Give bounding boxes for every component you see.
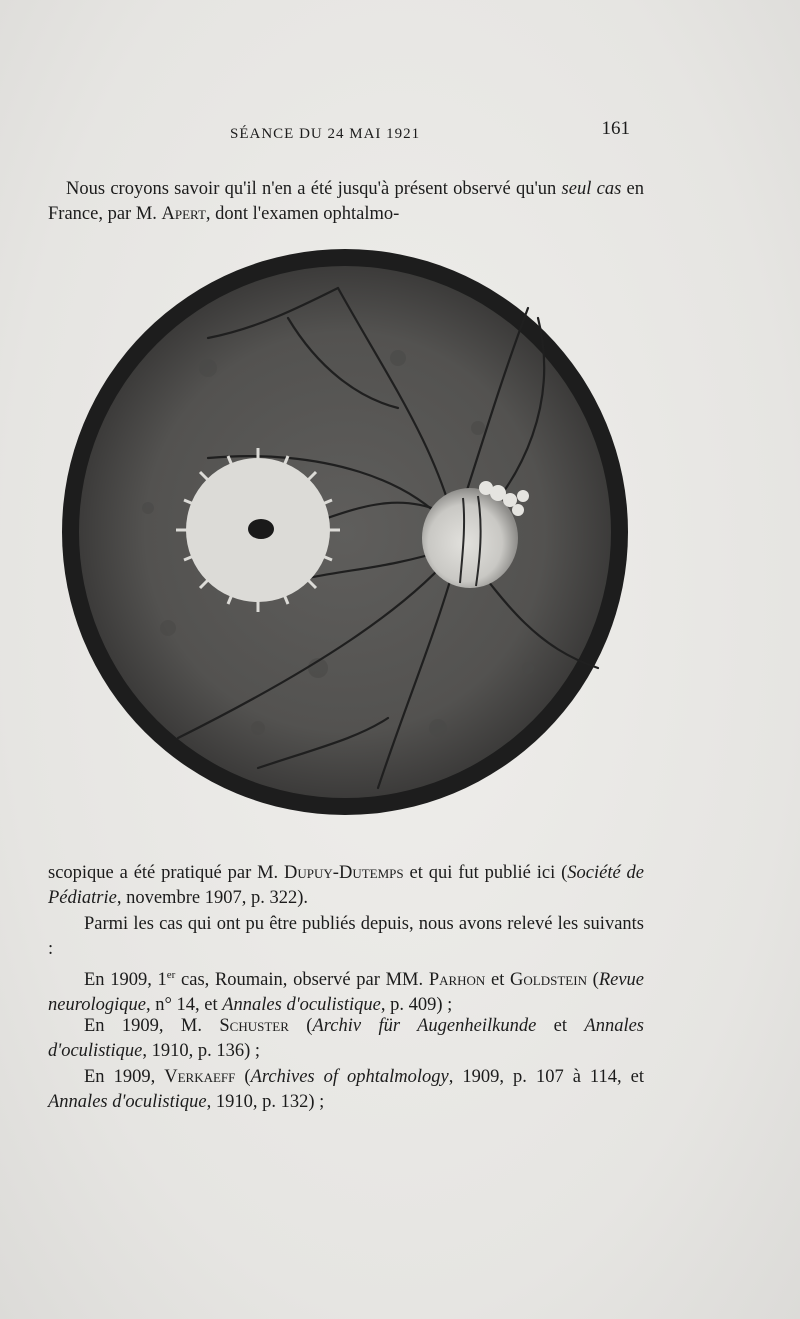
fundus-illustration [58, 248, 632, 820]
page-header [230, 118, 630, 146]
cases-intro-paragraph: Parmi les cas qui ont pu être publiés depuis, nous avons relevé les suivants : [48, 913, 644, 959]
macular-star-lesion [176, 448, 340, 612]
continuation-paragraph: scopique a été pratiqué par M. Dupuy-Dutemps et qui fut publié ici (Société de Pédiatrie, novembre 1907, p. 322). [48, 862, 645, 908]
fovea-spot [248, 519, 274, 539]
case-entry-2: En 1909, M. Schuster (Archiv für Augenheilkunde et Annales d'oculistique, 1910, p. 136) ; [48, 1015, 644, 1061]
intro-paragraph: Nous croyons savoir qu'il n'en a été jusqu'à présent observé qu'un seul cas en France, par M. Apert, dont l'examen ophtalmo- [48, 178, 645, 224]
running-head: SÉANCE DU 24 MAI 1921 [230, 126, 421, 142]
case-entry-3: En 1909, Verkaeff (Archives of ophtalmology, 1909, p. 107 à 114, et Annales d'oculistique, 1910, p. 132) ; [48, 1066, 644, 1112]
page-number: 161 [601, 118, 630, 139]
case-entry-1: En 1909, 1er cas, Roumain, observé par MM. Parhon et Goldstein (Revue neurologique, n° 14, et Annales d'oculistique, p. 409) ; [48, 968, 644, 1015]
fundus-background [79, 266, 611, 798]
fundus-figure [58, 248, 632, 820]
